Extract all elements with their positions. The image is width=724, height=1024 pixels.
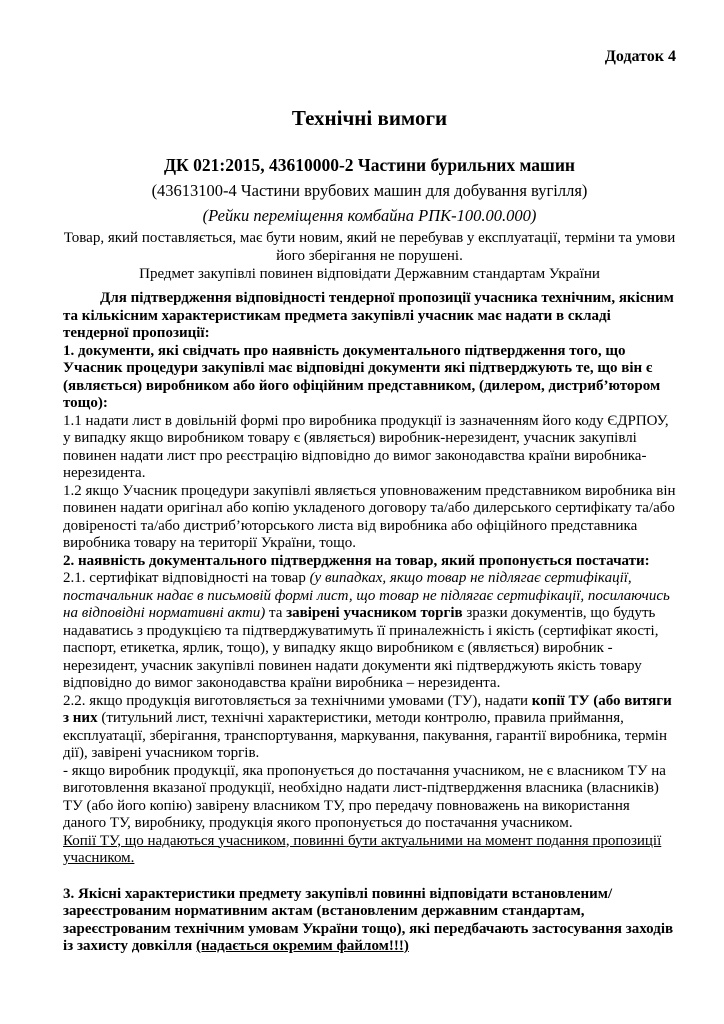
text-run: Предмет закупівлі повинен відповідати Державним стандартам України — [139, 266, 600, 282]
classification-subcode: (43613100-4 Частини врубових машин для добування вугілля) — [151, 181, 588, 200]
item-2-2 — [63, 693, 676, 763]
tu-actuality-note — [63, 833, 676, 868]
text-run: 1. документи, які свідчать про наявність документального підтвердження того, що Учасник процедури закупівлі має відповідні документи які підтверджують те, що він є (являється) виробником або його офіційним представником, (дилером, дистриб’ютором тощо): — [63, 342, 661, 411]
text-run: Копії ТУ, що надаються учасником, повинні бути актуальними на момент подання пропозиції учасником. — [63, 832, 662, 866]
product-name: (Рейки переміщення комбайна РПК-100.00.000) — [202, 206, 537, 225]
intro-standards — [63, 265, 676, 283]
item-1-1 — [63, 413, 676, 483]
text-run: 1.1 надати лист в довільній формі про виробника продукції із зазначенням його коду ЄДРПОУ, у випадку якщо виробником товару є (являється) виробник-нерезидент, учасник закупівлі повинен надати лист про реєстрацію відповідно до вимог законодавства країни виробника-нерезидента. — [63, 412, 669, 481]
text-run: 2.1. сертифікат відповідності на товар — [63, 570, 310, 586]
text-run: копії ТУ (або витяги з них — [63, 692, 672, 726]
document-title: Технічні вимоги — [291, 106, 448, 130]
item-2-2-dash — [63, 763, 676, 833]
text-run: завірені учасником торгів — [286, 605, 463, 621]
text-run: Для підтвердження відповідності тендерної пропозиції учасника технічним, якісним та кількісним характеристикам предмета закупівлі учасник має надати в складі тендерної пропозиції: — [63, 290, 674, 341]
item-2 — [63, 553, 676, 571]
text-run: 1.2 якщо Учасник процедури закупівлі являється уповноваженим представником виробника він повинен надати оригінал або копію укладеного договору та/або дилерського сертифікату та/або довіреності та/або дистриб’юторського листа від виробника або офіційного представника виробника товару на території України, тощо. — [63, 482, 676, 551]
text-run: - якщо виробник продукції, яка пропонується до постачання учасником, не є власником ТУ на виготовлення вказаної продукції, необхідно надати лист-підтвердження власника (власників) ТУ (або його копію) завірену власником ТУ, про передачу повноважень на використання даного ТУ, виробнику, продукція якого пропонується до постачання учасником. — [63, 762, 666, 831]
text-run: 2. наявність документального підтвердження на товар, який пропонується постачати: — [63, 552, 650, 569]
item-1-2 — [63, 483, 676, 553]
text-run: 3. Якісні характеристики предмету закупівлі повинні відповідати встановленим/зареєстрованим нормативним актам (встановленим державним стандартам, зареєстрованим технічним умовам України тощо), які передбачають застосування заходів із захисту довкілля — [63, 885, 674, 954]
text-run: Товар, який поставляється, має бути новим, який не перебував у експлуатації, терміни та умови його зберігання не порушені. — [63, 230, 676, 264]
text-run: (у випадках, якщо товар не підлягає сертифікації, постачальник надає в письмовій формі лист, що товар не підлягає сертифікації, посилаючись на відповідні нормативні акти) — [63, 570, 670, 621]
annex-label: Додаток 4 — [604, 48, 676, 65]
text-run: зразки документів, що будуть надаватись з продукцією та підтверджуватимуть її приналежність і якість (сертифікат якості, паспорт, етикетка, ярлик, тощо), у випадку якщо виробником є (являється) виробник - нерезидент, учасник закупівлі повинен надати документи які підтверджують якість товару відповідно до вимог законодавства країни виробника – нерезидента. — [63, 605, 659, 691]
document-body — [63, 229, 676, 956]
item-3 — [63, 886, 676, 956]
text-run: (надається окремим файлом!!!) — [196, 938, 409, 954]
text-run: (титульний лист, технічні характеристики, методи контролю, правила приймання, експлуатації, зберігання, транспортування, маркування, пакування, гарантії виробника, термін дії), завірені учасником торгів. — [63, 710, 667, 761]
text-run: та — [265, 605, 287, 621]
item-2-1 — [63, 570, 676, 693]
classification-code: ДК 021:2015, 43610000-2 Частини бурильних машин — [164, 155, 575, 175]
requirements-intro — [63, 290, 676, 343]
item-1 — [63, 343, 676, 413]
intro-new-goods — [63, 229, 676, 265]
text-run: 2.2. якщо продукція виготовляється за технічними умовами (ТУ), надати — [63, 692, 532, 709]
